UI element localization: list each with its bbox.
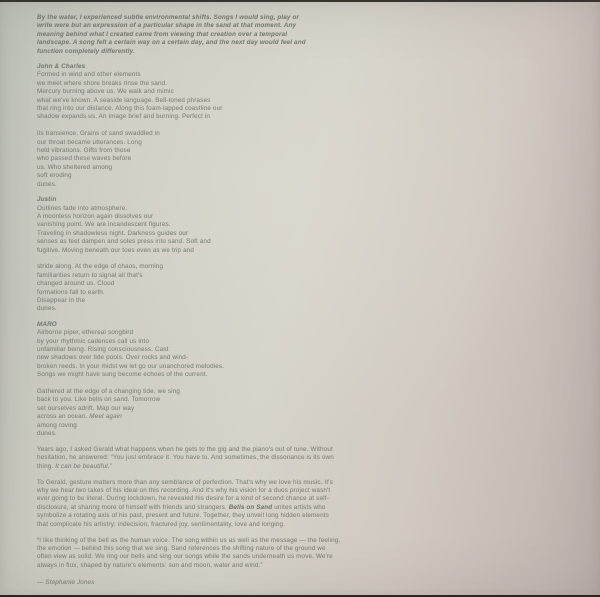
intro-paragraph: By the water, I experienced subtle environmental shifts. Songs I would sing, play or write were but an expression of a particular shape in the sand at that moment. Any meaning behind what I created came from viewing that creation over a temporal landscape. A song felt a certain way on a certain day, and the next day would feel and function completely differently. <box>37 14 306 55</box>
poem-line-regular-part: across an ocean. <box>37 413 90 421</box>
poem-line: Gathered at the edge of a changing tide, we sing <box>37 388 181 396</box>
poem-line: who passed these waves before <box>37 155 132 163</box>
section-maro <box>37 321 367 439</box>
poem-line: what we've known. A seaside language. Bell-toned phrases <box>37 96 211 104</box>
poem-line <box>37 413 367 421</box>
poem-line: fugitive. Moving beneath our toes even as we trip and <box>37 246 195 254</box>
poem-line: Airborne piper, ethereal songbird <box>37 329 134 337</box>
section-john-and-charles <box>37 63 367 189</box>
section-title-justin: Justin <box>37 196 57 204</box>
poem-line: among roving <box>37 421 77 429</box>
poem-line: by your rhythmic cadences call us into <box>37 337 150 345</box>
to-gerald-text: To Gerald, gesture matters more than any semblance of perfection. That's why we love his music. It's why we hear two takes of his ideal on this recording. And it's why his vision for a duos project wasn't ever going to be literal. During lockdown, he revealed his desire for a kind of second chance at self-disclosure, at sharing more of himself with friends and strangers. <box>37 478 333 511</box>
poem-line: its transience. Grains of sand swaddled in <box>37 130 160 138</box>
stanza <box>37 388 367 438</box>
closing-quote-paragraph: “I like thinking of the bell as the human voice. The song within us as well as the message — the feeling, the emotion — behind this song that we sing. Sand references the shifting nature of the ground we often view as solid. We ring our bells and sing our songs while the sands underneath us move. We're always in flux, shaped by nature's elements: sun and moon, water and wind.” <box>37 536 341 569</box>
stanza <box>37 130 367 189</box>
stanza <box>37 329 367 379</box>
poem-line: A moonless horizon again dissolves our <box>37 212 154 220</box>
to-gerald-paragraph <box>37 479 341 529</box>
poem-line: unfamiliar being. Rising consciousness. Cast <box>37 346 169 353</box>
poem-line: that ring into our distance. Along this foam-lapped coastline our <box>37 105 223 113</box>
poem-line: formations fall to earth. <box>37 288 105 296</box>
section-title-maro: MARO <box>37 320 57 328</box>
poem-line: vanishing point. We are incandescent figures. <box>37 221 171 229</box>
poem-line: Disappear in the <box>37 296 86 304</box>
poem-line: back to you. Like bells on sand. Tomorrow <box>37 396 161 404</box>
section-justin <box>37 196 367 314</box>
poem-line: Songs we might have sung become echoes of the current. <box>37 371 208 379</box>
poem-line: held vibrations. Gifts from those <box>37 147 131 155</box>
poem-line: Traveling in shadowless night. Darkness guides our <box>37 229 189 237</box>
to-gerald-text-continued: unites artists who symbolize a rotating axis of his past, present and future. Together, they unveil long hidden elements that complicate his artistry: indecision, fractured joy, sentimentality, love and longing. <box>37 503 329 528</box>
poem-line: shadow expands us. An image brief and burning. Perfect in <box>37 113 211 121</box>
liner-notes-text-block <box>37 14 367 594</box>
poem-line: dunes. <box>37 305 57 313</box>
photo-edge-top <box>0 0 600 2</box>
poem-line: stride along. At the edge of chaos, morning <box>37 263 164 271</box>
stanza <box>37 71 367 121</box>
anecdote-closing-quote: ” <box>109 462 112 470</box>
poem-line: new shadows over tide pools. Over rocks and wind- <box>37 354 189 362</box>
poem-line: dunes. <box>37 430 57 438</box>
anecdote-italic-text: It can be beautiful. <box>55 462 110 470</box>
poem-line: our throat became utterances. Long <box>37 138 142 146</box>
poem-line: broken reeds. In your midst we let go our unanchored melodies. <box>37 362 225 370</box>
poem-line: familiarities return to signal all that's <box>37 271 143 279</box>
poem-line: Formed in wind and other elements <box>37 71 141 79</box>
poem-line: soft eroding <box>37 172 72 180</box>
poem-line: senses as feet dampen and soles press into sand. Soft and <box>37 238 211 246</box>
poem-line: we meet where shore breaks rinse the sand. <box>37 79 168 87</box>
anecdote-text: Years ago, I asked Gerald what happens when he gets to the gig and the piano's out of tune. Without hesitation, he answered: “You just embrace it. You have to. And sometimes, the dissonance is its own thing. <box>37 445 334 470</box>
album-title: Bells on Sand <box>228 503 273 511</box>
author-signature: — Stephanie Jones <box>37 579 95 587</box>
poem-line: Mercury burning above us. We walk and mimic <box>37 88 174 96</box>
section-title-john-and-charles: John & Charles <box>37 63 86 71</box>
poem-line: Outlines fade into atmosphere. <box>37 204 128 212</box>
poem-line: dunes. <box>37 180 57 188</box>
poem-line: changed around us. Cloud <box>37 280 115 288</box>
poem-line: set ourselves adrift. Map our way <box>37 404 135 412</box>
gerald-anecdote-paragraph <box>37 446 341 471</box>
poem-line: us. Who sheltered among <box>37 163 113 171</box>
poem-line-italic-part: Meet again <box>89 413 122 421</box>
stanza <box>37 205 367 255</box>
stanza <box>37 263 367 313</box>
